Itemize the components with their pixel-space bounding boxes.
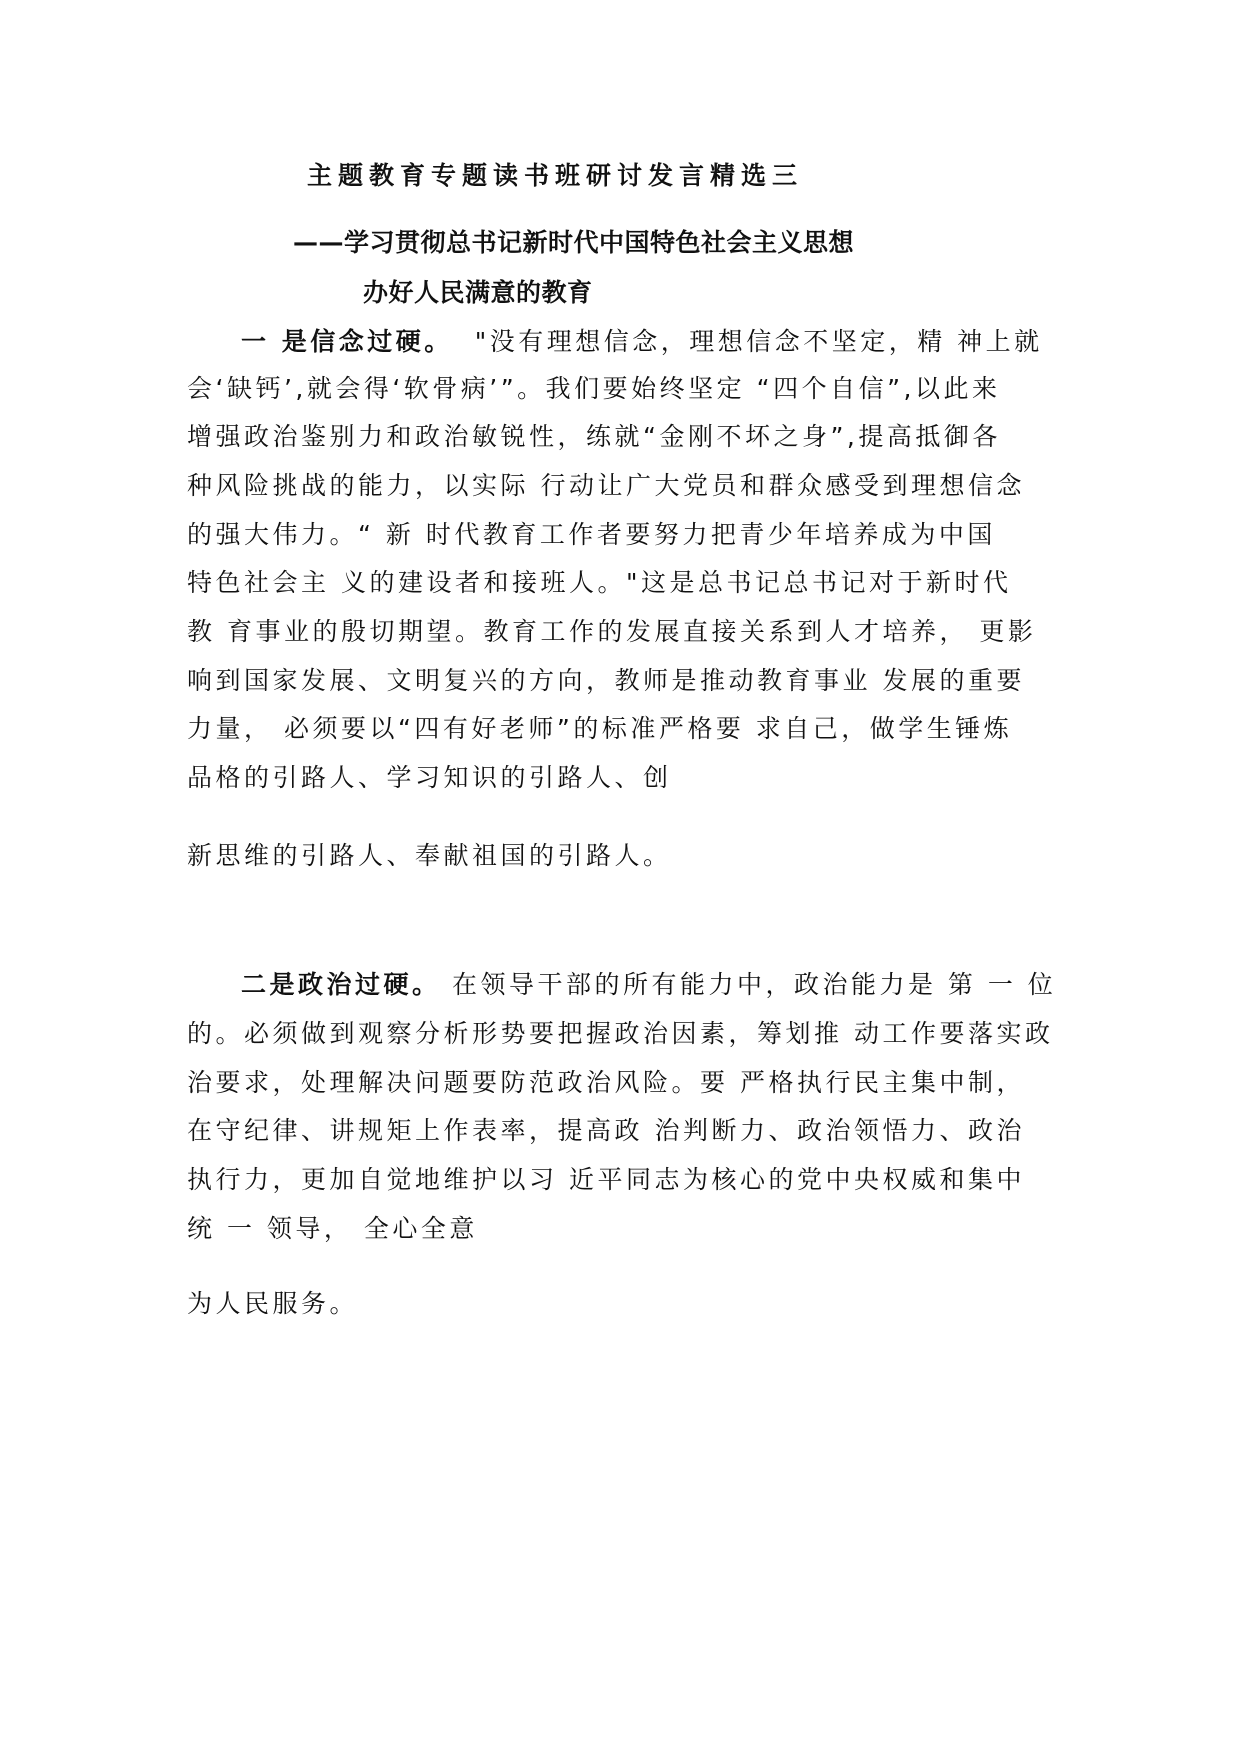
- section1-line11: 新思维的引路人、奉献祖国的引路人。: [187, 841, 672, 870]
- section2-line4: 在守纪律、讲规矩上作表率，提高政 治判断力、政治领悟力、政治: [187, 1116, 1025, 1145]
- section1-first-line: [241, 325, 1067, 359]
- document-subtitle-line2: 办好人民满意的教育: [363, 278, 593, 307]
- section1-line1: "没有理想信念，理想信念不坚定，精 神上就: [474, 327, 1043, 356]
- section2-line5: 执行力，更加自觉地维护以习 近平同志为核心的党中央权威和集中: [187, 1165, 1025, 1194]
- section2-first-line: [241, 968, 1067, 1002]
- section1-line8: 响到国家发展、文明复兴的方向，教师是推动教育事业 发展的重要: [187, 666, 1025, 695]
- section1-line2: 会‘缺钙’,就会得‘软骨病’”。我们要始终坚定 “四个自信”,以此来: [187, 374, 1001, 403]
- document-subtitle-line1: ——学习贯彻总书记新时代中国特色社会主义思想: [293, 228, 855, 257]
- section1-line3: 增强政治鉴别力和政治敏锐性，练就“金刚不坏之身”,提高抵御各: [187, 422, 1001, 451]
- section1-line10: 品格的引路人、学习知识的引路人、创: [187, 763, 672, 792]
- section1-line5: 的强大伟力。“ 新 时代教育工作者要努力把青少年培养成为中国: [187, 520, 996, 549]
- section2-line2: 的。必须做到观察分析形势要把握政治因素，筹划推 动工作要落实政: [187, 1019, 1054, 1048]
- section2-line7: 为人民服务。: [187, 1289, 359, 1318]
- section1-line4: 种风险挑战的能力，以实际 行动让广大党员和群众感受到理想信念: [187, 471, 1025, 500]
- section1-line7: 教 育事业的殷切期望。教育工作的发展直接关系到人才培养， 更影: [187, 617, 1037, 646]
- section1-lead: 一 是信念过硬。: [241, 327, 453, 356]
- section2-line6: 统 一 领导， 全心全意: [187, 1214, 478, 1243]
- section2-lead: 二是政治过硬。: [241, 970, 441, 999]
- section1-line9: 力量， 必须要以“四有好老师”的标准严格要 求自己，做学生锤炼: [187, 714, 1013, 743]
- section2-line3: 治要求，处理解决问题要防范政治风险。要 严格执行民主集中制，: [187, 1068, 1025, 1097]
- document-title: 主题教育专题读书班研讨发言精选三: [307, 161, 804, 190]
- section2-line1: 在领导干部的所有能力中，政治能力是 第 一 位: [440, 970, 1057, 999]
- section1-line6: 特色社会主 义的建设者和接班人。"这是总书记总书记对于新时代: [187, 568, 1012, 597]
